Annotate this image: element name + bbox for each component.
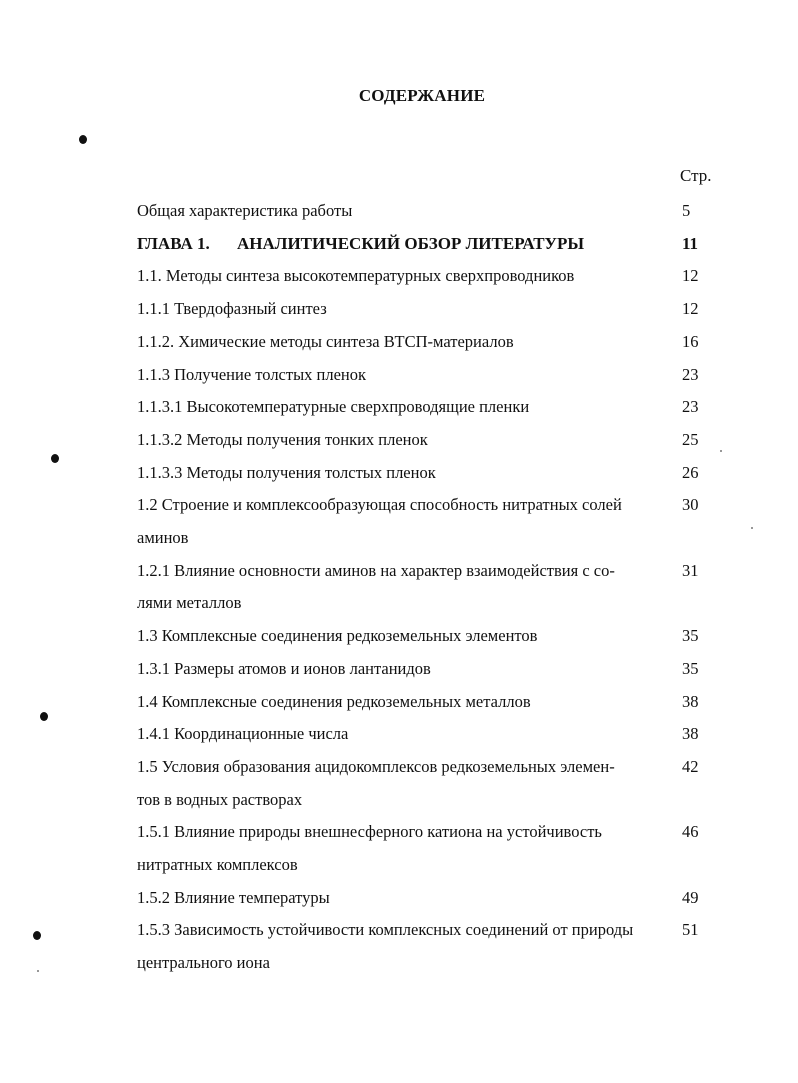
toc-entry-page: 38 [682,691,699,711]
toc-chapter-page: 11 [682,233,699,253]
toc-entry-text: 1.1.3.1 Высокотемпературные сверхпроводящие пленки [137,397,530,417]
toc-entry-continuation [137,784,717,817]
punch-hole-mark [40,712,48,721]
toc-entry-continuation [137,522,717,555]
toc-entry [137,882,717,915]
table-of-contents [137,195,717,980]
punch-hole-mark [79,135,87,144]
toc-entry-page: 35 [682,626,699,646]
page-title: СОДЕРЖАНИЕ [358,86,486,105]
toc-entry-continuation [137,947,717,980]
toc-entry-text: 1.5.3 Зависимость устойчивости комплексных соединений от природы [137,920,634,940]
toc-entry-text: 1.4.1 Координационные числа [137,724,349,744]
toc-entry [137,457,717,490]
toc-entry-page: 31 [682,560,699,580]
toc-entry-text: 1.1.3.3 Методы получения толстых пленок [137,462,436,482]
toc-entry-text: 1.1. Методы синтеза высокотемпературных сверхпроводников [137,266,575,286]
toc-entry-page: 46 [682,822,699,842]
toc-entry-text: 1.4 Комплексные соединения редкоземельных металлов [137,691,531,711]
scan-speck [720,450,722,452]
toc-entry-page: 35 [682,658,699,678]
toc-entry-page: 42 [682,756,699,776]
toc-entry [137,293,717,326]
toc-entry [137,391,717,424]
toc-entry [137,816,717,849]
toc-entry [137,489,717,522]
toc-entry [137,424,717,457]
toc-entry-text: лями металлов [137,593,242,613]
punch-hole-mark [51,454,59,463]
toc-entry [137,326,717,359]
toc-entry-text: аминов [137,528,189,548]
toc-entry-page: 23 [682,397,699,417]
toc-entry-page: 12 [682,299,699,319]
toc-chapter-text [137,228,672,261]
chapter-title: АНАЛИТИЧЕСКИЙ ОБЗОР ЛИТЕРАТУРЫ [237,233,585,253]
toc-entry [137,653,717,686]
toc-entry-page: 30 [682,495,699,515]
toc-entry [137,686,717,719]
toc-entry-text: центрального иона [137,953,270,973]
toc-entry-text: 1.2.1 Влияние основности аминов на характер взаимодействия с со- [137,560,615,580]
toc-entry [137,914,717,947]
toc-entry-page: 49 [682,887,699,907]
toc-entry-page: 23 [682,364,699,384]
toc-entry [137,195,717,228]
toc-entry-page: 26 [682,462,699,482]
toc-entry [137,620,717,653]
page-column-label: Стр. [680,166,712,185]
toc-entry-continuation [137,849,717,882]
scan-speck [751,527,753,529]
toc-entry-text: 1.5 Условия образования ацидокомплексов редкоземельных элемен- [137,756,615,776]
chapter-number: ГЛАВА 1. [137,233,210,253]
toc-entry-text: тов в водных растворах [137,789,303,809]
toc-entry [137,718,717,751]
toc-entry-page: 38 [682,724,699,744]
punch-hole-mark [33,931,41,940]
toc-entry-text: 1.2 Строение и комплексообразующая способность нитратных солей [137,495,622,515]
toc-entry [137,555,717,588]
toc-entry-continuation [137,587,717,620]
toc-entry-text: Общая характеристика работы [137,201,353,220]
toc-entry-page: 51 [682,920,699,940]
toc-entry-page: 5 [682,201,691,220]
toc-entry-text: нитратных комплексов [137,855,298,875]
toc-entry-page: 16 [682,331,699,351]
toc-entry-text: 1.1.3 Получение толстых пленок [137,364,367,384]
scan-speck [37,970,39,972]
toc-entry-text: 1.1.2. Химические методы синтеза ВТСП-материалов [137,331,514,351]
toc-entry-page: 12 [682,266,699,286]
toc-entry-text: 1.1.1 Твердофазный синтез [137,299,327,319]
toc-entry [137,751,717,784]
toc-entry-text: 1.1.3.2 Методы получения тонких пленок [137,429,428,449]
toc-entry-page: 25 [682,429,699,449]
toc-entry-text: 1.3.1 Размеры атомов и ионов лантанидов [137,658,431,678]
toc-entry [137,359,717,392]
toc-entry [137,260,717,293]
toc-entry-text: 1.5.2 Влияние температуры [137,887,330,907]
toc-chapter [137,228,717,261]
toc-entry-text: 1.5.1 Влияние природы внешнесферного катиона на устойчивость [137,822,602,842]
toc-entry-text: 1.3 Комплексные соединения редкоземельных элементов [137,626,538,646]
